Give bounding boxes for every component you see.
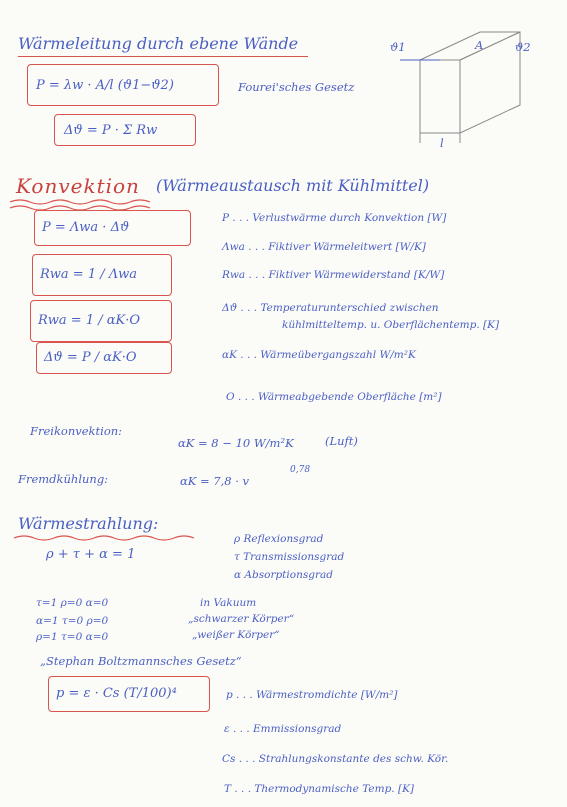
forced-cooling-exponent: 0,78 — [290, 465, 311, 475]
boltzmann-def: p . . . Wärmestromdichte [W/m²] — [226, 689, 398, 701]
definition-line: Λwa . . . Fiktiver Wärmeleitwert [W/K] — [222, 241, 426, 253]
definition-line: αK . . . Wärmeübergangszahl W/m²K — [222, 349, 416, 361]
boltzmann-def: T . . . Thermodynamische Temp. [K] — [224, 783, 415, 795]
definition-line: kühlmitteltemp. u. Oberflächentemp. [K] — [282, 319, 500, 331]
boltzmann-law-name: „Stephan Boltzmannsches Gesetz“ — [40, 654, 242, 668]
section-title-conduction: Wärmeleitung durch ebene Wände — [18, 34, 299, 53]
formula-convection-4: Δϑ = P / αK·O — [44, 350, 137, 365]
section-title-convection: Konvektion — [16, 174, 140, 198]
case-note: „weißer Körper“ — [192, 629, 280, 641]
legend-line: τ Transmissionsgrad — [234, 551, 345, 563]
radiation-equation: ρ + τ + α = 1 — [46, 547, 136, 562]
case-values: α=1 τ=0 ρ=0 — [36, 615, 109, 627]
case-note: „schwarzer Körper“ — [188, 613, 295, 625]
legend-line: α Absorptionsgrad — [234, 569, 333, 581]
label-thickness: l — [440, 136, 444, 150]
free-convection-label: Freikonvektion: — [30, 424, 123, 438]
boltzmann-formula: p = ε · Cs (T/100)⁴ — [56, 686, 177, 701]
law-name-fourier: Fourei'sches Gesetz — [238, 80, 355, 94]
section-title-radiation: Wärmestrahlung: — [18, 514, 159, 533]
title-underline — [18, 56, 308, 57]
label-theta2: ϑ2 — [515, 40, 531, 54]
formula-convection-1: P = Λwa · Δϑ — [42, 220, 130, 235]
boltzmann-def: ε . . . Emmissionsgrad — [224, 723, 342, 735]
free-convection-note: (Luft) — [325, 434, 358, 448]
definition-line: Rwa . . . Fiktiver Wärmewiderstand [K/W] — [222, 269, 445, 281]
label-area: A — [475, 38, 484, 52]
free-convection-value: αK = 8 − 10 W/m²K — [178, 436, 294, 450]
definition-line: O . . . Wärmeabgebende Oberfläche [m²] — [226, 391, 442, 403]
section-subtitle-convection: (Wärmeaustausch mit Kühlmittel) — [156, 176, 430, 195]
case-note: in Vakuum — [200, 597, 257, 609]
legend-line: ρ Reflexionsgrad — [234, 533, 324, 545]
formula-delta-theta: Δϑ = P · Σ Rw — [64, 123, 158, 138]
definition-line: P . . . Verlustwärme durch Konvektion [W] — [222, 212, 447, 224]
formula-conduction: P = λw · A/l (ϑ1−ϑ2) — [36, 78, 174, 93]
label-theta1: ϑ1 — [390, 40, 406, 54]
radiation-wavy-underline — [14, 534, 194, 544]
case-values: ρ=1 τ=0 α=0 — [36, 631, 109, 643]
formula-convection-2: Rwa = 1 / Λwa — [40, 267, 138, 282]
definition-line: Δϑ . . . Temperaturunterschied zwischen — [222, 302, 439, 314]
formula-convection-3: Rwa = 1 / αK·O — [38, 313, 141, 328]
forced-cooling-label: Fremdkühlung: — [18, 472, 109, 486]
boltzmann-def: Cs . . . Strahlungskonstante des schw. Kör. — [222, 753, 449, 765]
case-values: τ=1 ρ=0 α=0 — [36, 597, 109, 609]
forced-cooling-value: αK = 7,8 · v — [180, 474, 250, 488]
